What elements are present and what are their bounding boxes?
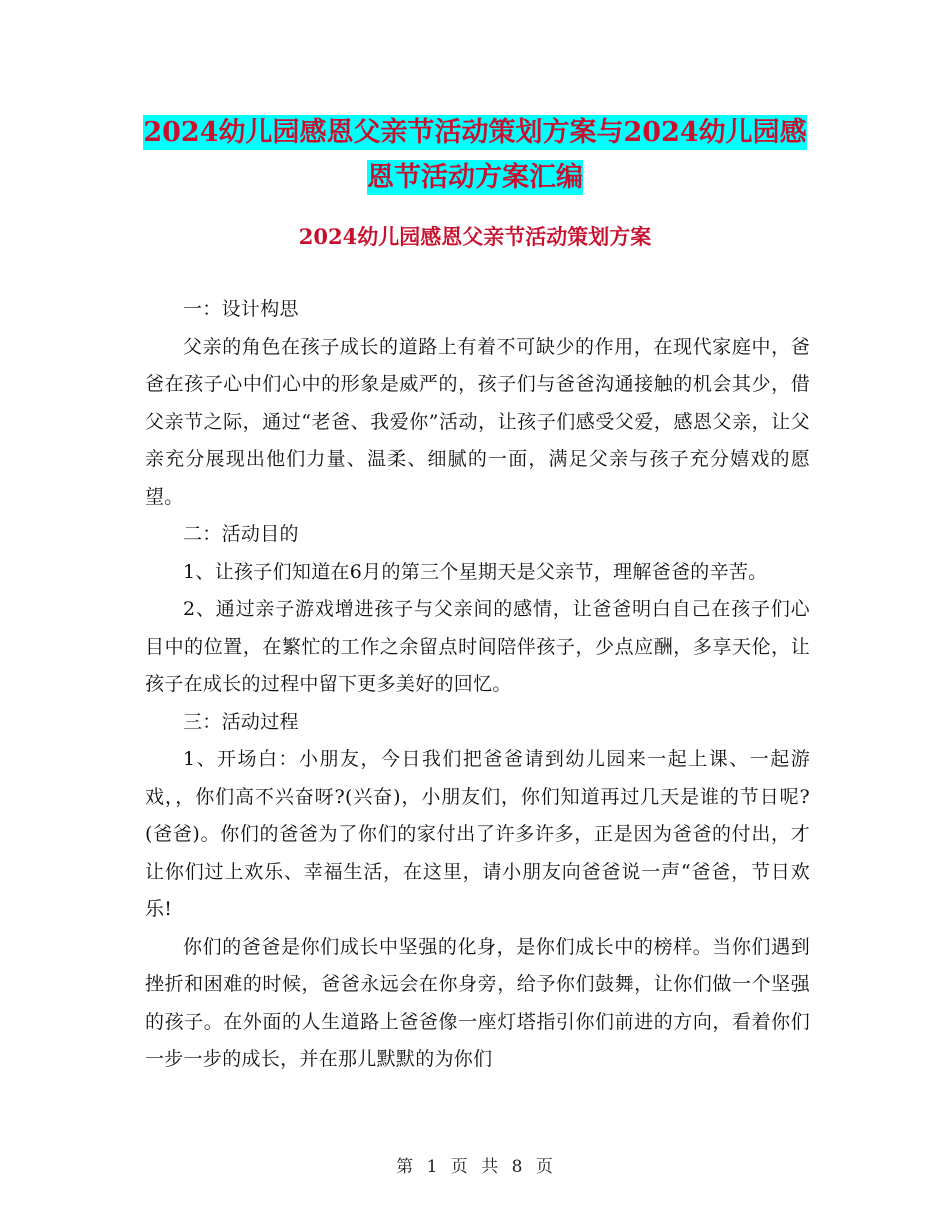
heading-activity-goals: 二：活动目的 bbox=[183, 523, 299, 545]
paragraph-opening-remarks: 1、开场白：小朋友，今日我们把爸爸请到幼儿园来一起上课、一起游戏，，你们高不兴奋呀?(兴奋)，小朋友们，你们知道再过几天是谁的节日呢?(爸爸)。你们的爸爸为了你们的家付出了许多许多，正是因为爸爸的付出，才让你们过上欢乐、幸福生活，在这里，请小朋友向爸爸说一声“爸爸，节日欢乐! bbox=[145, 748, 810, 920]
document-body bbox=[145, 291, 810, 1079]
document-title bbox=[0, 110, 950, 200]
section-title: 2024幼儿园感恩父亲节活动策划方案 bbox=[298, 224, 652, 249]
paragraph-father-role-model: 你们的爸爸是你们成长中坚强的化身，是你们成长中的榜样。当你们遇到挫折和困难的时候，爸爸永远会在你身旁，给予你们鼓舞，让你们做一个坚强的孩子。在外面的人生道路上爸爸像一座灯塔指引你们前进的方向，看着你们一步一步的成长，并在那儿默默的为你们 bbox=[145, 935, 810, 1070]
document-title-line-1: 2024幼儿园感恩父亲节活动策划方案与2024幼儿园感 bbox=[143, 117, 807, 148]
paragraph-design-concept: 父亲的角色在孩子成长的道路上有着不可缺少的作用，在现代家庭中，爸爸在孩子心中们心中的形象是威严的，孩子们与爸爸沟通接触的机会其少，借父亲节之际，通过“老爸、我爱你”活动，让孩子们感受父爱，感恩父亲，让父亲充分展现出他们力量、温柔、细腻的一面，满足父亲与孩子充分嬉戏的愿望。 bbox=[145, 335, 810, 508]
document-title-line-2: 恩节活动方案汇编 bbox=[367, 162, 583, 193]
heading-design-concept: 一：设计构思 bbox=[183, 298, 299, 320]
page-footer: 第 1 页 共 8 页 bbox=[396, 1157, 554, 1177]
heading-activity-process: 三：活动过程 bbox=[183, 710, 299, 733]
paragraph-goal-1: 1、让孩子们知道在6月的第三个星期天是父亲节，理解爸爸的辛苦。 bbox=[183, 560, 768, 583]
paragraph-goal-2: 2、通过亲子游戏增进孩子与父亲间的感情，让爸爸明白自己在孩子们心目中的位置，在繁忙的工作之余留点时间陪伴孩子，少点应酬，多享天伦，让孩子在成长的过程中留下更多美好的回忆。 bbox=[145, 598, 810, 695]
